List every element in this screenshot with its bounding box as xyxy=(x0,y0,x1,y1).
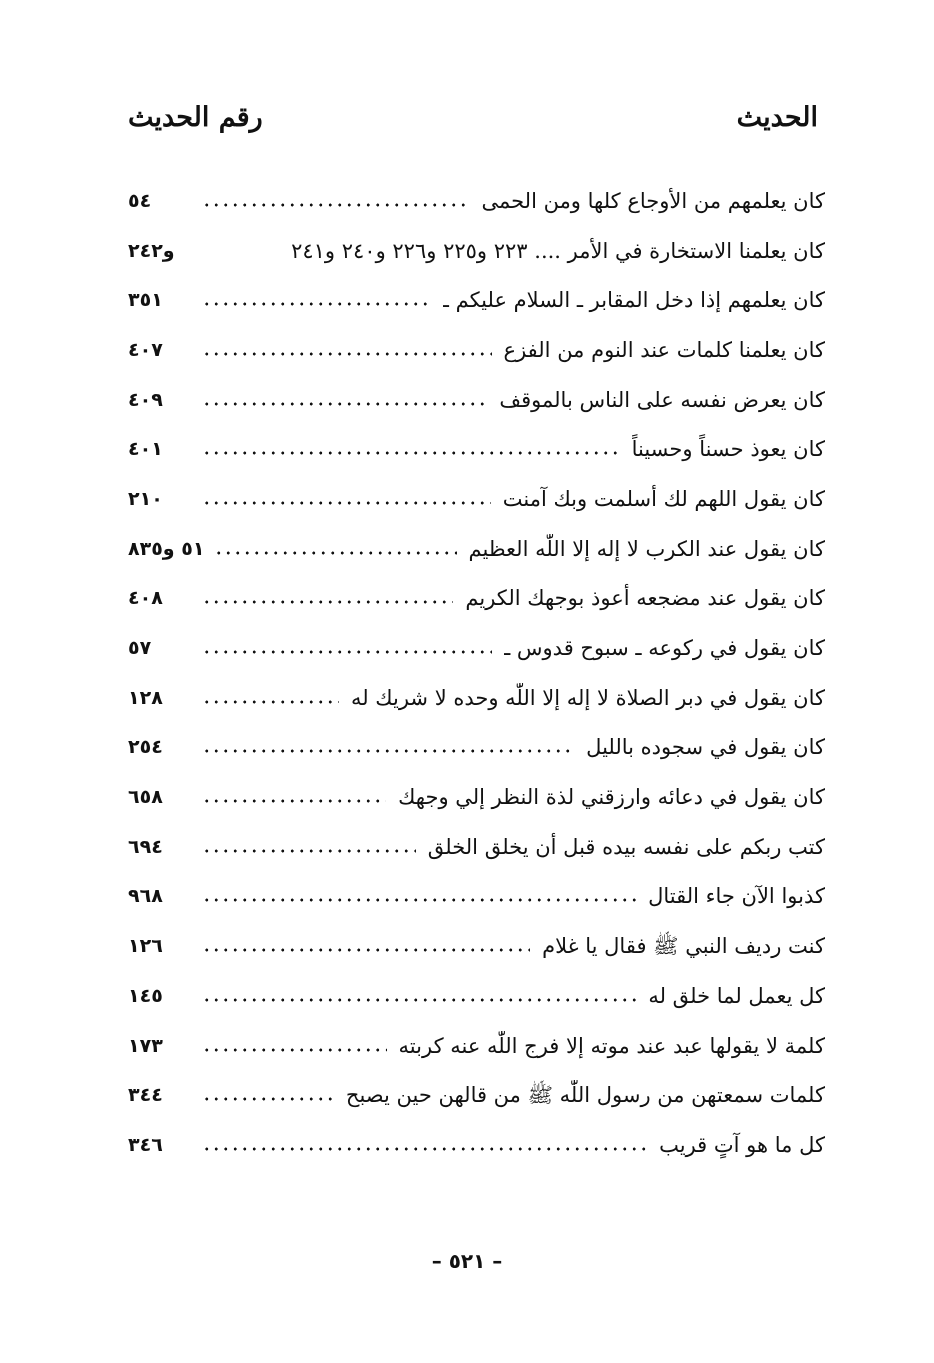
hadith-text: كان يعلمهم من الأوجاع كلها ومن الحمى xyxy=(481,188,825,213)
dot-leader xyxy=(202,450,620,456)
hadith-number: ١٤٥ xyxy=(128,984,163,1007)
index-row xyxy=(128,474,825,524)
dot-leader xyxy=(202,500,491,506)
index-row xyxy=(128,1070,825,1120)
dot-leader xyxy=(202,997,636,1003)
index-row xyxy=(128,822,825,872)
hadith-number: و٢٤٢ xyxy=(128,239,175,262)
index-row xyxy=(128,673,825,723)
hadith-text: كان يقول اللهم لك أسلمت وبك آمنت xyxy=(502,486,825,511)
dot-leader xyxy=(202,748,574,754)
hadith-number: ٣٤٦ xyxy=(128,1133,163,1156)
hadith-number: ٤٠٩ xyxy=(128,388,163,411)
hadith-text: كنت رديف النبي ﷺ فقال يا غلام xyxy=(542,934,825,959)
index-row xyxy=(128,772,825,822)
hadith-text: كل ما هو آتٍ قريب xyxy=(659,1132,825,1157)
index-row xyxy=(128,524,825,574)
index-row xyxy=(128,325,825,375)
dot-leader xyxy=(202,599,453,605)
hadith-text: كان يعوذ حسناً وحسيناً xyxy=(631,437,825,462)
hadith-text: كان يقول عند الكرب لا إله إلا اللّٰه العظيم xyxy=(468,536,825,561)
hadith-text: كان يقول في دبر الصلاة لا إله إلا اللّٰه وحده لا شريك له xyxy=(350,685,825,710)
dot-leader xyxy=(202,401,487,407)
index-row xyxy=(128,574,825,624)
dot-leader xyxy=(198,248,285,254)
index-row xyxy=(128,971,825,1021)
dot-leader xyxy=(202,649,492,655)
hadith-text: كذبوا الآن جاء القتال xyxy=(648,884,825,909)
index-row xyxy=(128,723,825,773)
dot-leader xyxy=(202,848,416,854)
hadith-text: كلمات سمعتهن من رسول اللّٰه ﷺ من قالهن حين يصبح xyxy=(345,1083,825,1108)
hadith-text: كان يعلمنا الاستخارة في الأمر .... ٢٢٣ و٢٢٥ و٢٢٦ و٢٤٠ و٢٤١ xyxy=(291,238,825,263)
hadith-number: ٥١ و٨٣٥ xyxy=(128,537,205,560)
hadith-text: كل يعمل لما خلق له xyxy=(648,983,825,1008)
hadith-number: ١٧٣ xyxy=(128,1034,163,1057)
index-row xyxy=(128,1021,825,1071)
hadith-number: ٤٠٧ xyxy=(128,338,163,361)
index-row xyxy=(128,176,825,226)
index-row xyxy=(128,623,825,673)
hadith-text: كان يقول في دعائه وارزقني لذة النظر إلي وجهك xyxy=(398,785,825,810)
hadith-number: ٣٤٤ xyxy=(128,1084,163,1107)
dot-leader xyxy=(202,699,339,705)
column-headers xyxy=(128,96,818,140)
dot-leader xyxy=(202,202,469,208)
hadith-text: كان يقول في ركوعه ـ سبوح قدوس ـ xyxy=(504,636,825,661)
hadith-text: كلمة لا يقولها عبد عند موته إلا فرج اللّٰه عنه كربته xyxy=(398,1033,825,1058)
hadith-number: ٥٤ xyxy=(128,189,152,212)
hadith-number: ١٢٦ xyxy=(128,935,163,958)
hadith-column-header: الحديث xyxy=(736,102,818,133)
dot-leader xyxy=(202,301,431,307)
index-row xyxy=(128,375,825,425)
dot-leader xyxy=(202,1096,334,1102)
hadith-number: ٩٦٨ xyxy=(128,885,163,908)
hadith-text: كان يقول عند مضجعه أعوذ بوجهك الكريم xyxy=(465,586,825,611)
dot-leader xyxy=(202,1146,647,1152)
index-row xyxy=(128,424,825,474)
dot-leader xyxy=(202,1047,387,1053)
hadith-text: كتب ربكم على نفسه بيده قبل أن يخلق الخلق xyxy=(427,834,825,859)
hadith-number: ٢١٠ xyxy=(128,487,163,510)
hadith-number: ٤٠١ xyxy=(128,438,163,461)
hadith-number: ٣٥١ xyxy=(128,289,163,312)
index-row xyxy=(128,1120,825,1170)
dot-leader xyxy=(202,351,492,357)
hadith-text: كان يعلمنا كلمات عند النوم من الفزع xyxy=(503,337,825,362)
index-row xyxy=(128,226,825,276)
index-row xyxy=(128,275,825,325)
dot-leader xyxy=(202,947,530,953)
index-row xyxy=(128,872,825,922)
dot-leader xyxy=(202,798,386,804)
hadith-number-column-header: رقم الحديث xyxy=(128,102,263,133)
index-row xyxy=(128,921,825,971)
hadith-number: ٢٥٤ xyxy=(128,736,163,759)
hadith-text: كان يقول في سجوده بالليل xyxy=(586,735,825,760)
hadith-text: كان يعرض نفسه على الناس بالموقف xyxy=(499,387,825,412)
dot-leader xyxy=(214,550,456,556)
hadith-text: كان يعلمهم إذا دخل المقابر ـ السلام عليكم ـ xyxy=(442,288,825,313)
hadith-number: ١٢٨ xyxy=(128,686,163,709)
hadith-number: ٦٩٤ xyxy=(128,835,163,858)
index-entries xyxy=(128,176,825,1170)
hadith-number: ٤٠٨ xyxy=(128,587,163,610)
hadith-number: ٦٥٨ xyxy=(128,786,163,809)
page-number: – ٥٢١ – xyxy=(431,1249,503,1273)
dot-leader xyxy=(202,897,636,903)
hadith-number: ٥٧ xyxy=(128,637,152,660)
